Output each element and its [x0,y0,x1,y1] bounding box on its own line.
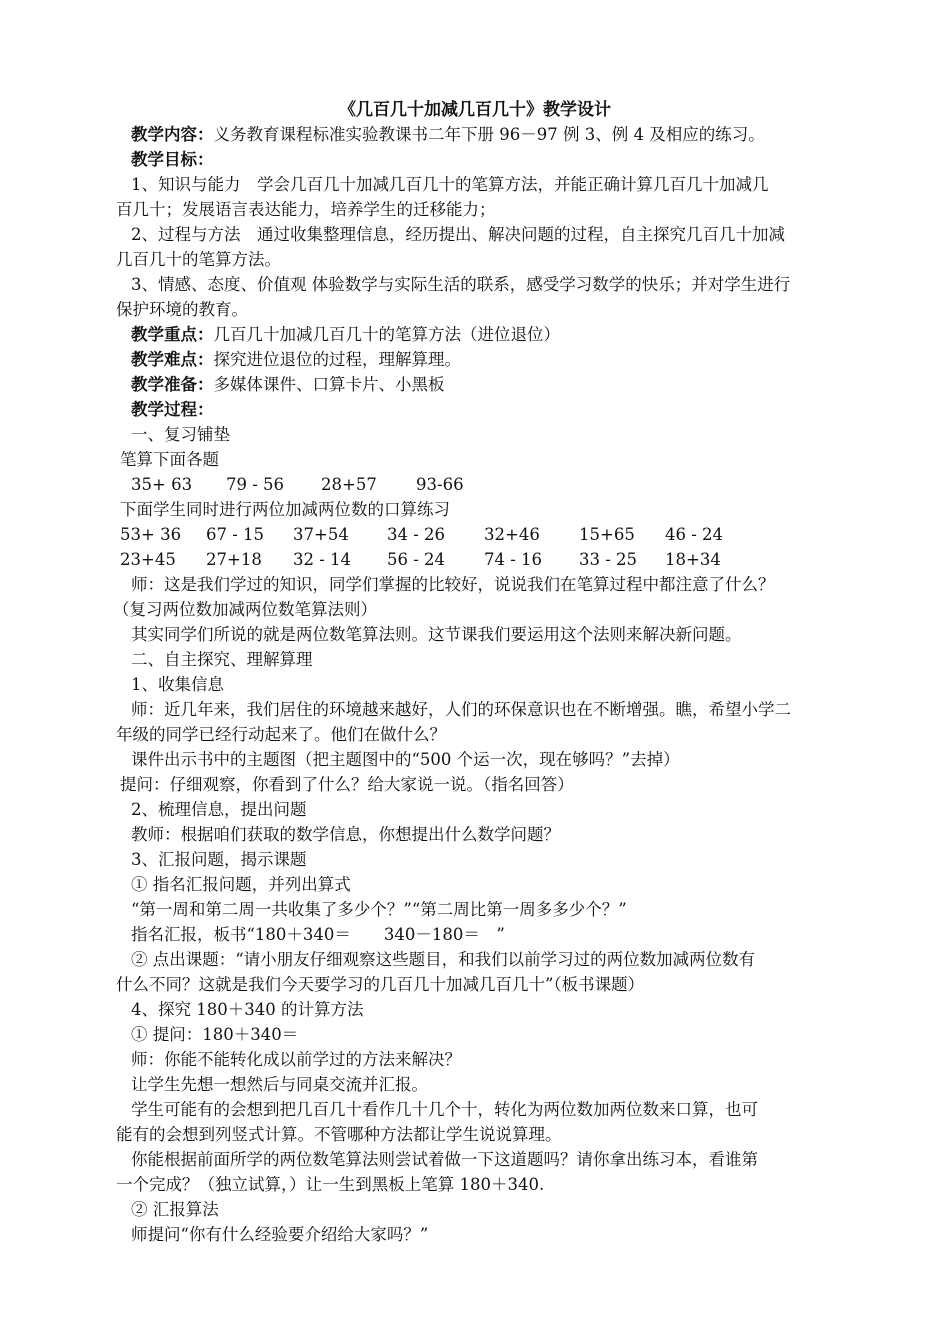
goal-1-line-a: 1、知识与能力 学会几百几十加减几百几十的笔算方法，并能正确计算几百几十加减几 [131,175,769,194]
paragraph-8: “第一周和第二周一共收集了多少个？”“第二周比第一周多多少个？” [131,900,627,919]
exercise-item: 34 - 26 [387,525,446,544]
preparation-text: 多媒体课件、口算卡片、小黑板 [213,375,445,394]
exercise-item: 35+ 63 [131,475,193,494]
paragraph-1-a: 师：这是我们学过的知识，同学们掌握的比较好，说说我们在笔算过程中都注意了什么？ [131,575,775,594]
exercise-item: 74 - 16 [484,550,543,569]
exercise-item: 28+57 [321,475,377,494]
goal-3-line-a: 3、情感、态度、价值观 体验数学与实际生活的联系，感受学习数学的快乐；并对学生进行 [131,275,791,294]
key-point-label: 教学重点： [131,325,214,344]
section-2-heading: 二、自主探究、理解算理 [131,650,313,669]
paragraph-1-b: （复习两位数加减两位数笔算法则） [113,600,377,619]
teaching-goals-label: 教学目标： [131,150,214,169]
goal-2-line-b: 几百几十的笔算方法。 [116,250,281,269]
paragraph-6: 教师：根据咱们获取的数学信息，你想提出什么数学问题？ [131,825,560,844]
exercise-row-3 [0,548,950,572]
exercise-row-1 [0,473,950,497]
paragraph-9: 指名汇报，板书“180＋340＝ 340－180＝ ” [131,925,505,944]
teaching-content-text: 义务教育课程标准实验教课书二年下册 96－97 例 3、例 4 及相应的练习。 [213,125,765,144]
exercise-item: 15+65 [579,525,635,544]
exercise-item: 53+ 36 [120,525,182,544]
paragraph-16: ② 汇报算法 [131,1200,219,1219]
exercise-item: 33 - 25 [579,550,638,569]
exercise-item: 37+54 [293,525,349,544]
exercise-item: 18+34 [665,550,721,569]
written-calc-heading: 笔算下面各题 [120,450,219,469]
goal-3-line-b: 保护环境的教育。 [116,300,248,319]
exercise-item: 93-66 [416,475,464,494]
step-3-heading: 3、汇报问题，揭示课题 [131,850,307,869]
exercise-item: 32 - 14 [293,550,352,569]
exercise-item: 67 - 15 [206,525,265,544]
paragraph-5: 提问：仔细观察，你看到了什么？给大家说一说。（指名回答） [120,775,574,794]
difficulty-line [131,348,461,372]
exercise-row-2 [0,523,950,547]
exercise-item: 56 - 24 [387,550,446,569]
key-point-line [131,323,560,347]
step-2-heading: 2、梳理信息，提出问题 [131,800,307,819]
paragraph-10-b: 什么不同？这就是我们今天要学习的几百几十加减几百几十”（板书课题） [116,975,645,994]
process-label: 教学过程： [131,400,214,419]
difficulty-label: 教学难点： [131,350,214,369]
paragraph-4: 课件出示书中的主题图（把主题图中的“500 个运一次，现在够吗？”去掉） [131,750,680,769]
paragraph-13: 让学生先想一想然后与同桌交流并汇报。 [131,1075,428,1094]
paragraph-12: 师：你能不能转化成以前学过的方法来解决？ [131,1050,461,1069]
exercise-item: 46 - 24 [665,525,724,544]
paragraph-14-b: 能有的会想到列竖式计算。不管哪种方法都让学生说说算理。 [116,1125,562,1144]
paragraph-3-b: 年级的同学已经行动起来了。他们在做什么？ [116,725,446,744]
difficulty-text: 探究进位退位的过程，理解算理。 [213,350,461,369]
paragraph-17: 师提问“你有什么经验要介绍给大家吗？” [131,1225,429,1244]
key-point-text: 几百几十加减几百几十的笔算方法（进位退位） [213,325,560,344]
paragraph-15-b: 一个完成？（独立试算，）让一生到黑板上笔算 180＋340. [116,1175,545,1194]
exercise-item: 32+46 [484,525,540,544]
section-1-heading: 一、复习铺垫 [131,425,230,444]
paragraph-15-a: 你能根据前面所学的两位数笔算法则尝试着做一下这道题吗？请你拿出练习本，看谁第 [131,1150,758,1169]
exercise-item: 27+18 [206,550,262,569]
goal-2-line-a: 2、过程与方法 通过收集整理信息，经历提出、解决问题的过程，自主探究几百几十加减 [131,225,785,244]
step-1-heading: 1、收集信息 [131,675,224,694]
document-title: 《几百几十加减几百几十》教学设计 [339,100,611,120]
paragraph-10-a: ② 点出课题：“请小朋友仔细观察这些题目，和我们以前学习过的两位数加减两位数有 [131,950,756,969]
paragraph-11: ① 提问：180＋340＝ [131,1025,299,1044]
teaching-content-label: 教学内容： [131,125,214,144]
paragraph-7: ① 指名汇报问题，并列出算式 [131,875,351,894]
paragraph-3-a: 师：近几年来，我们居住的环境越来越好，人们的环保意识也在不断增强。瞧，希望小学二 [131,700,791,719]
teaching-content-line [131,123,765,147]
oral-practice-intro: 下面学生同时进行两位加减两位数的口算练习 [120,500,450,519]
preparation-line [131,373,445,397]
step-4-heading: 4、探究 180＋340 的计算方法 [131,1000,364,1019]
exercise-item: 79 - 56 [226,475,285,494]
preparation-label: 教学准备： [131,375,214,394]
goal-1-line-b: 百几十；发展语言表达能力，培养学生的迁移能力； [116,200,496,219]
exercise-item: 23+45 [120,550,176,569]
paragraph-14-a: 学生可能有的会想到把几百几十看作几十几个十，转化为两位数加两位数来口算，也可 [131,1100,758,1119]
paragraph-2: 其实同学们所说的就是两位数笔算法则。这节课我们要运用这个法则来解决新问题。 [131,625,742,644]
